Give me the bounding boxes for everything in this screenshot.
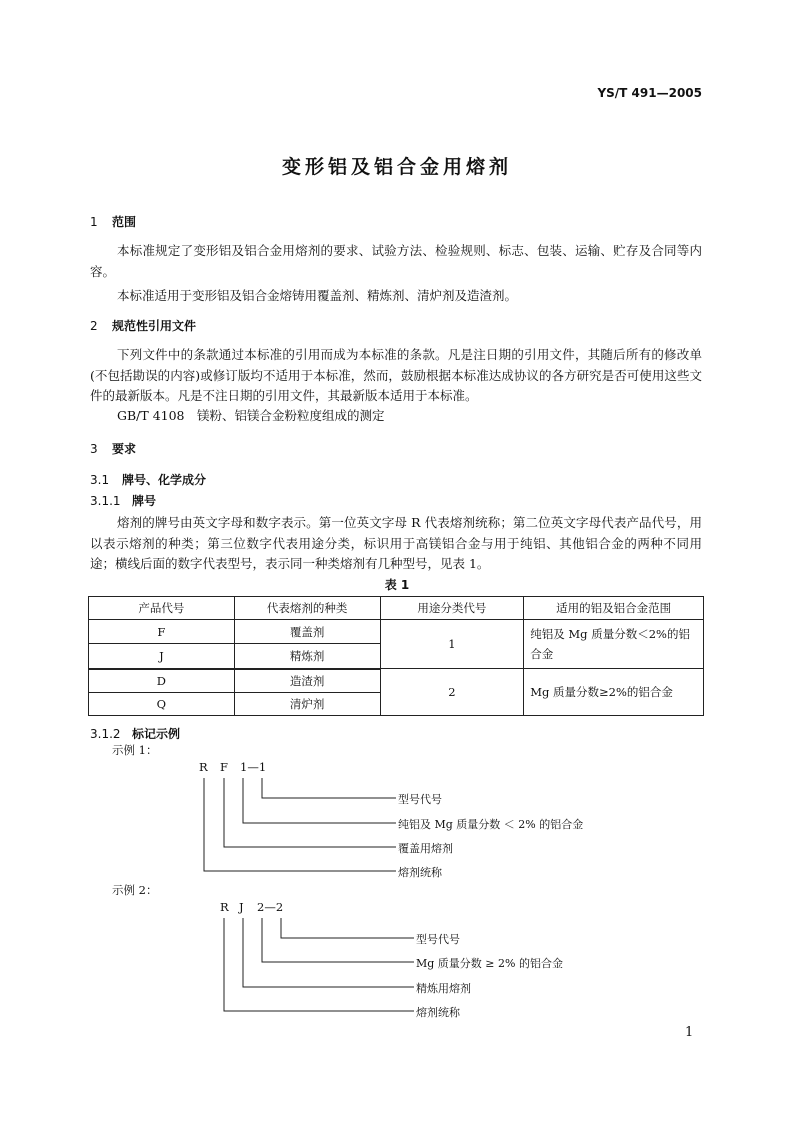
section-title: 标记示例 bbox=[132, 727, 181, 741]
section-number: 3.1.1 bbox=[90, 494, 121, 508]
designation-char: 2—2 bbox=[257, 900, 284, 914]
table-header: 用途分类代号 bbox=[380, 597, 524, 620]
page-number: 1 bbox=[685, 1025, 694, 1040]
table-cell: Q bbox=[89, 692, 235, 715]
table-header: 适用的铝及铝合金范围 bbox=[524, 597, 704, 620]
section-number: 3.1 bbox=[90, 473, 110, 487]
table-header: 代表熔剂的种类 bbox=[234, 597, 380, 620]
table-cell: 纯铝及 Mg 质量分数＜2%的铝合金 bbox=[524, 620, 704, 669]
table-cell: 精炼剂 bbox=[234, 644, 380, 669]
paragraph: 熔剂的牌号由英文字母和数字表示。第一位英文字母 R 代表熔剂统称；第二位英文字母代表产品代号，用以表示熔剂的种类；第三位数字代表用途分类，标识用于高镁铝合金与用于纯铝、其他铝合金的两种不同用途；横线后面的数字代表型号，表示同一种类熔剂有几种型号，见表 1。 bbox=[90, 515, 702, 571]
normative-reference: GB/T 4108 镁粉、铝镁合金粉粒度组成的测定 bbox=[117, 408, 385, 423]
section-number: 3 bbox=[90, 442, 98, 456]
table-cell: J bbox=[89, 644, 235, 669]
annotation: 熔剂统称 bbox=[398, 866, 442, 879]
section-number: 2 bbox=[90, 319, 98, 333]
annotation: Mg 质量分数 ≥ 2% 的铝合金 bbox=[416, 957, 563, 970]
table-cell: 造渣剂 bbox=[234, 669, 380, 693]
table-cell: 2 bbox=[380, 669, 524, 716]
annotation: 熔剂统称 bbox=[416, 1006, 460, 1019]
paragraph: 本标准适用于变形铝及铝合金熔铸用覆盖剂、精炼剂、清炉剂及造渣剂。 bbox=[117, 288, 518, 303]
table-cell: 清炉剂 bbox=[234, 692, 380, 715]
section-title: 范围 bbox=[112, 215, 137, 229]
section-title: 牌号 bbox=[132, 494, 157, 508]
table-cell: F bbox=[89, 620, 235, 644]
paragraph: 下列文件中的条款通过本标准的引用而成为本标准的条款。凡是注日期的引用文件，其随后所有的修改单(不包括勘误的内容)或修订版均不适用于本标准，然而，鼓励根据本标准达成协议的各方研究是否可使用这些文件的最新版本。凡是不注日期的引用文件，其最新版本适用于本标准。 bbox=[90, 347, 702, 403]
designation-char: R bbox=[220, 900, 229, 914]
annotation: 覆盖用熔剂 bbox=[398, 842, 453, 855]
paragraph: 本标准规定了变形铝及铝合金用熔剂的要求、试验方法、检验规则、标志、包装、运输、贮存及合同等内容。 bbox=[90, 243, 702, 279]
table-cell: D bbox=[89, 669, 235, 693]
section-number: 3.1.2 bbox=[90, 727, 121, 741]
section-title: 要求 bbox=[112, 442, 137, 456]
annotation: 精炼用熔剂 bbox=[416, 982, 471, 995]
standard-code: YS/T 491—2005 bbox=[597, 86, 702, 100]
designation-char: J bbox=[239, 900, 244, 914]
section-title: 规范性引用文件 bbox=[112, 319, 197, 333]
designation-char: F bbox=[220, 760, 228, 774]
section-title: 牌号、化学成分 bbox=[122, 473, 207, 487]
designation-char: R bbox=[199, 760, 208, 774]
document-title: 变形铝及铝合金用熔剂 bbox=[281, 156, 512, 178]
table-cell: 覆盖剂 bbox=[234, 620, 380, 644]
annotation: 型号代号 bbox=[416, 933, 460, 946]
example-2-label: 示例 2： bbox=[112, 883, 158, 897]
designation-char: 1—1 bbox=[240, 760, 267, 774]
table-caption: 表 1 bbox=[384, 578, 410, 592]
annotation: 纯铝及 Mg 质量分数 ＜ 2% 的铝合金 bbox=[398, 818, 584, 831]
example-1-label: 示例 1： bbox=[112, 743, 158, 757]
table-header: 产品代号 bbox=[89, 597, 235, 620]
annotation: 型号代号 bbox=[398, 793, 442, 806]
section-number: 1 bbox=[90, 215, 98, 229]
table-cell: Mg 质量分数≥2%的铝合金 bbox=[524, 669, 704, 716]
table-cell: 1 bbox=[380, 620, 524, 669]
